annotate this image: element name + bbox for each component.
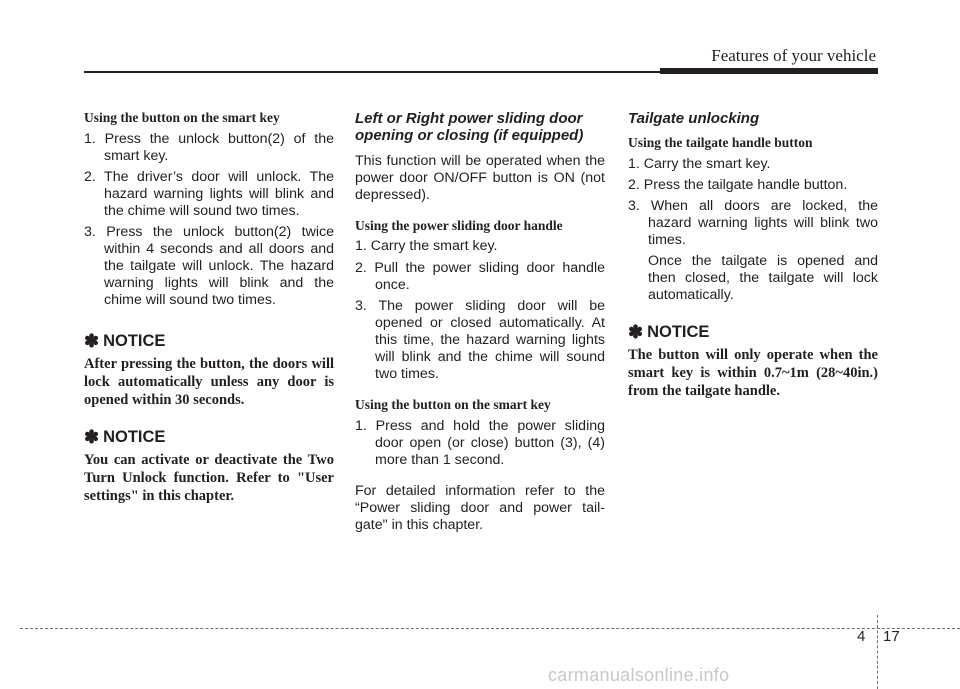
footer-rule <box>20 628 960 629</box>
chapter-number: 4 <box>857 628 866 645</box>
sub-heading: Using the button on the smart key <box>355 396 551 412</box>
step-list <box>84 131 334 309</box>
header-title: Features of your vehicle <box>711 46 876 65</box>
step-list <box>355 238 605 382</box>
column-3 <box>628 110 878 400</box>
column-2 <box>355 110 605 538</box>
column-1 <box>84 110 334 505</box>
list-item: 1. Press and hold the power sliding door open (or close) button (3), (4) more than 1 second. <box>355 417 605 468</box>
section-heading: Left or Right power sliding door opening or closing (if equipped) <box>355 110 584 145</box>
list-item: 2. Pull the power sliding door handle once. <box>355 259 605 293</box>
notice-heading <box>84 427 334 448</box>
asterisk-icon: ✽ <box>628 322 644 343</box>
notice-label: NOTICE <box>103 428 166 447</box>
list-item: 2. The driver’s door will unlock. The hazard warning lights will blink and the chime will sound two times. <box>84 168 334 219</box>
notice-body: You can activate or deactivate the Two Turn Unlock function. Refer to "User settings" in this chapter. <box>84 452 334 504</box>
notice-heading <box>628 322 878 343</box>
sub-heading: Using the power sliding door handle <box>355 217 563 233</box>
list-item: 1. Press the unlock button(2) of the smart key. <box>84 130 334 164</box>
notice-body: After pressing the button, the doors will lock automatically unless any door is opened within 30 seconds. <box>84 356 334 408</box>
notice-body: The button will only operate when the smart key is within 0.7~1m (28~40in.) from the tailgate handle. <box>628 347 878 399</box>
section-heading: Using the button on the smart key <box>84 110 280 125</box>
intro-text: This function will be operated when the power door ON/OFF button is ON (not depressed). <box>355 152 605 203</box>
step-list <box>628 156 878 249</box>
list-item: 3. When all doors are locked, the hazard warning lights will blink two times. <box>628 198 878 249</box>
sub-heading: Using the tailgate handle button <box>628 135 813 151</box>
header-rule-bold <box>660 68 878 74</box>
asterisk-icon: ✽ <box>84 331 100 352</box>
notice-label: NOTICE <box>103 332 166 351</box>
step-list <box>355 418 605 469</box>
list-item: 3. The power sliding door will be opened or closed automatically. At this time, the hazard warning lights will blink and the chime will sound two times. <box>355 297 605 382</box>
extra-text: Once the tailgate is opened and then closed, the tailgate will lock automatically. <box>648 253 878 304</box>
list-item: 1. Carry the smart key. <box>628 156 771 173</box>
footer-divider <box>877 615 878 689</box>
section-heading: Tailgate unlocking <box>628 110 760 127</box>
outro-text: For detailed information refer to the “Power sliding door and power tail-gate" in this chapter. <box>355 482 605 533</box>
list-item: 3. Press the unlock button(2) twice within 4 seconds and all doors and the tailgate will unlock. The hazard warning lights will blink and the chime will sound two times. <box>84 224 334 309</box>
header-rule <box>84 71 684 73</box>
page-number: 17 <box>883 628 900 645</box>
notice-label: NOTICE <box>647 323 710 342</box>
watermark: carmanualsonline.info <box>548 665 730 685</box>
list-item: 1. Carry the smart key. <box>355 238 498 255</box>
asterisk-icon: ✽ <box>84 427 100 448</box>
list-item: 2. Press the tailgate handle button. <box>628 177 848 194</box>
notice-heading <box>84 331 334 352</box>
